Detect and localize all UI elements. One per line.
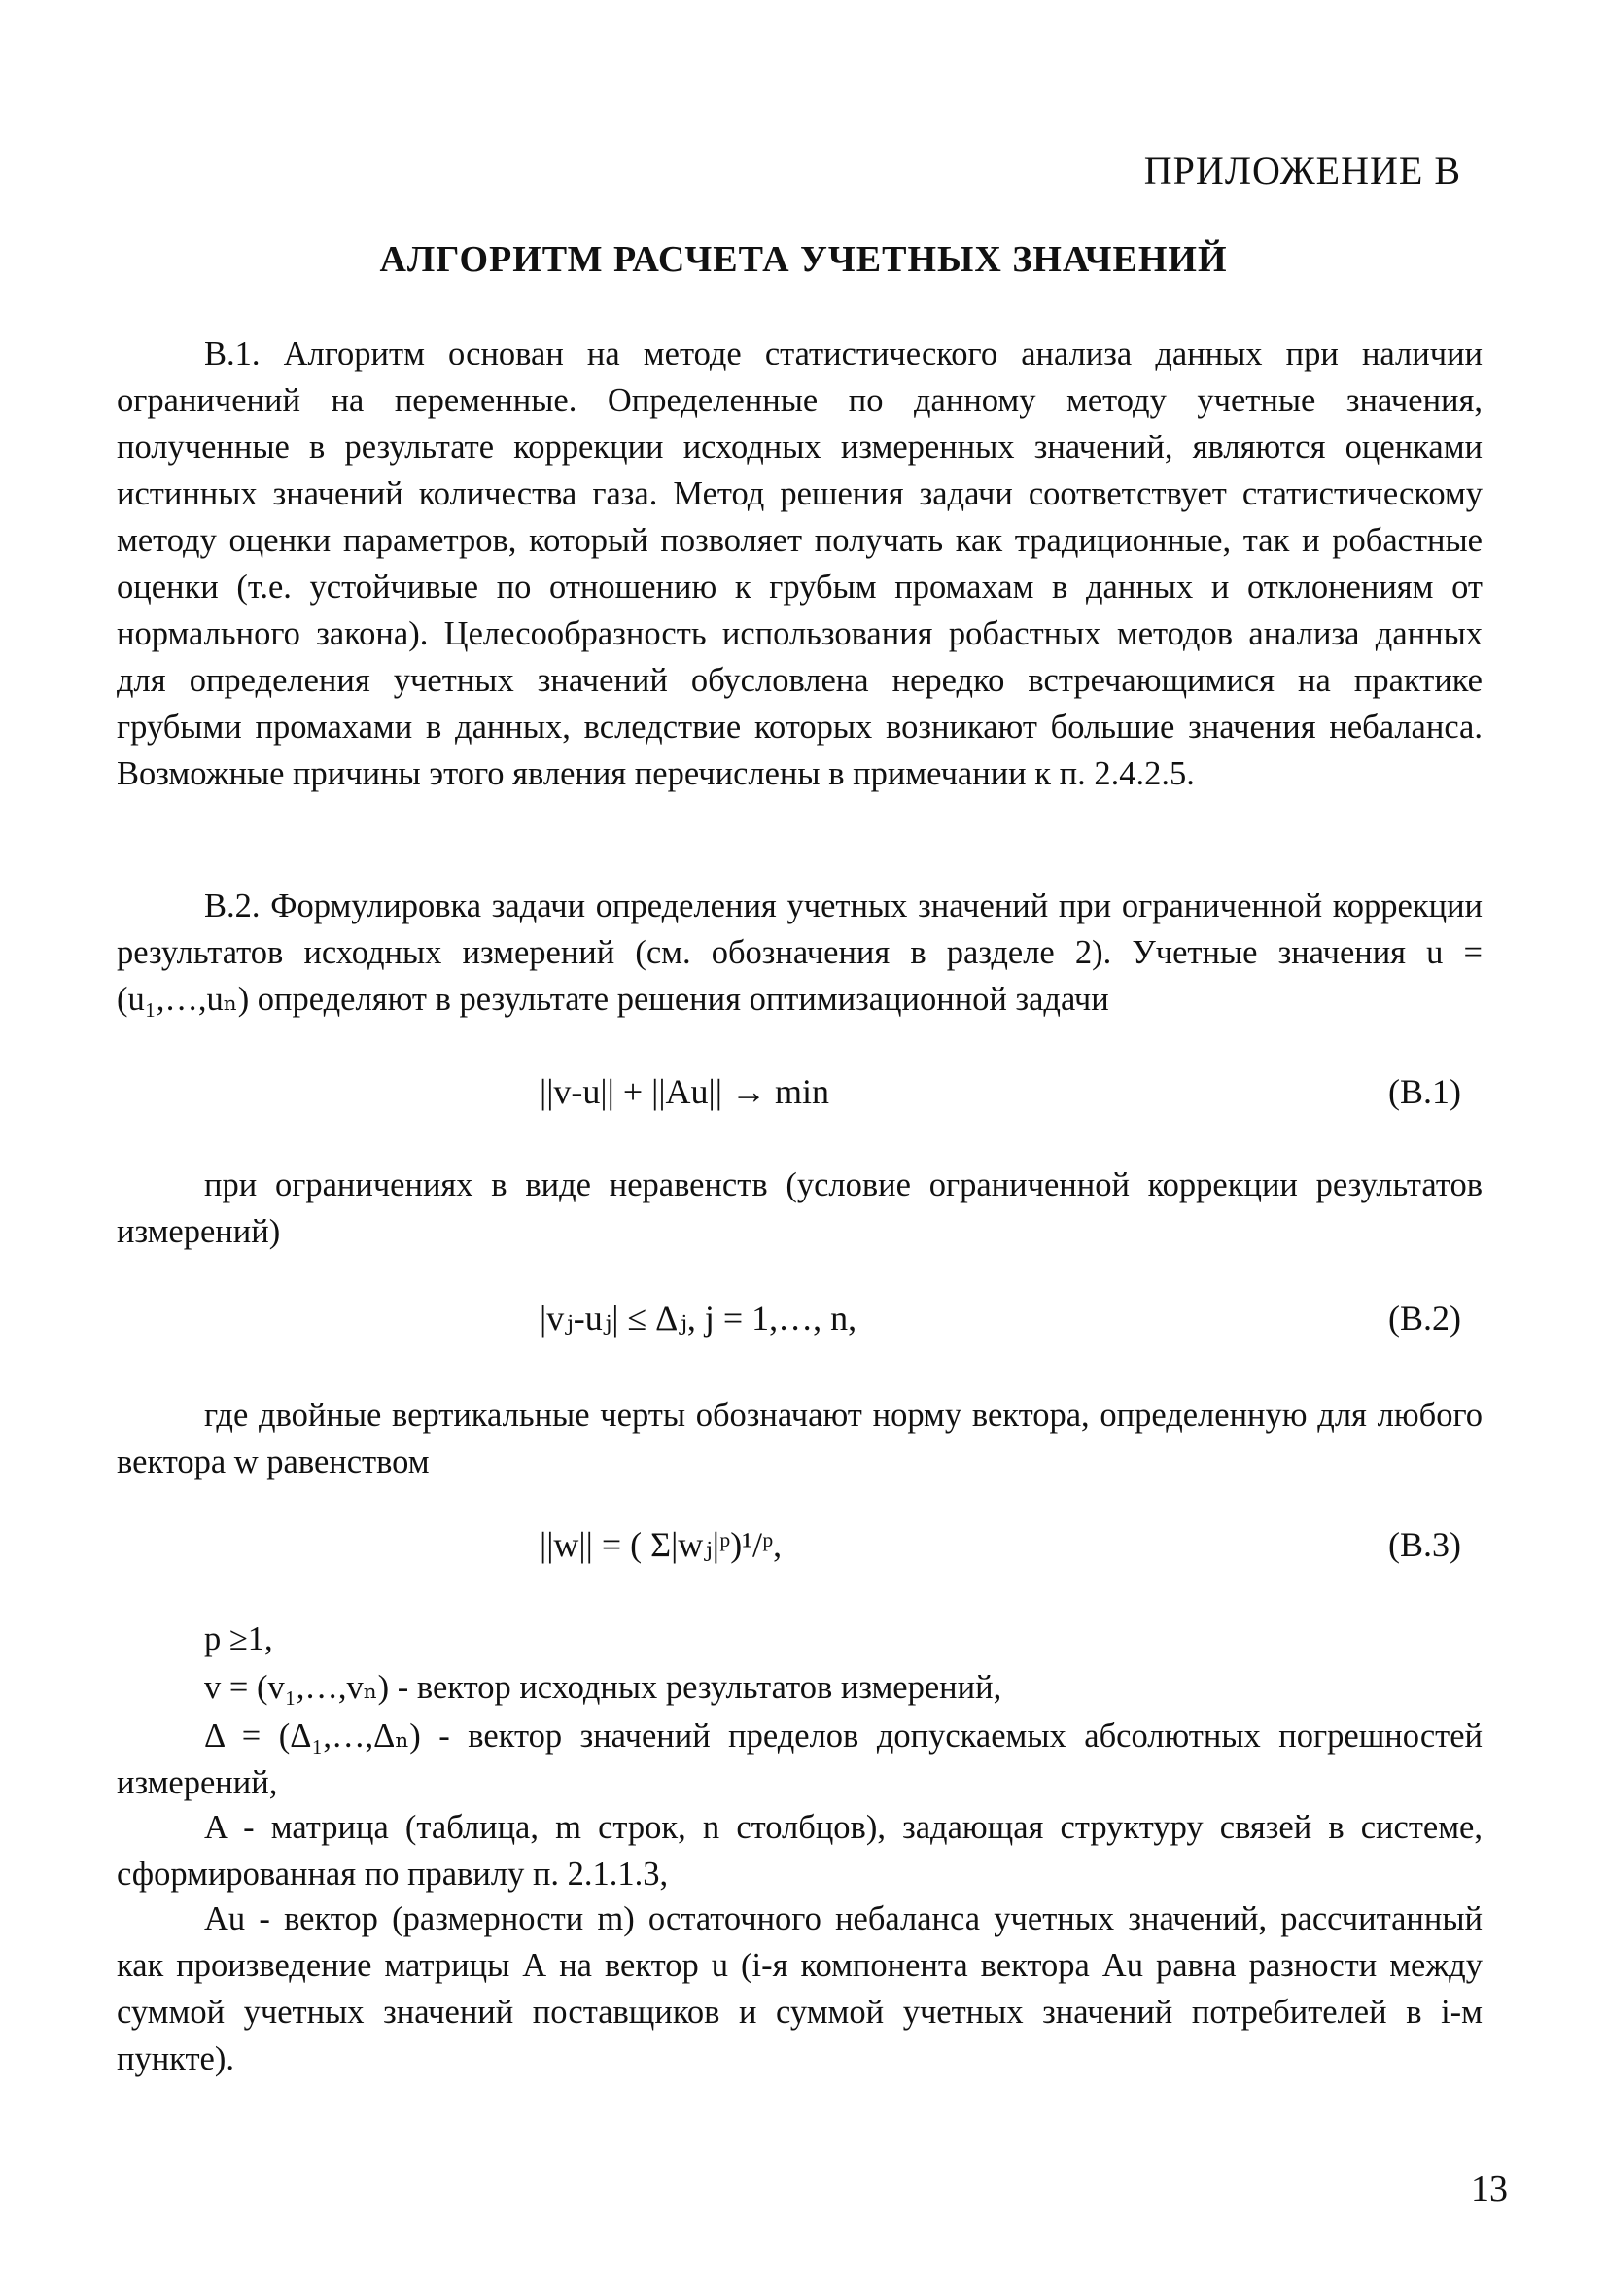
paragraph-b1-text: В.1. Алгоритм основан на методе статистического анализа данных при наличии ограничений на переменные. Определенные по данному методу учетные значения, полученные в результате коррекции исходных измеренных значений, являются оценками истинных значений количества газа. Метод решения задачи соответствует статистическому методу оценки параметров, который позволяет получать как традиционные, так и робастные оценки (т.е. устойчивые по отношению к грубым промахам в данных и отклонениям от нормального закона). Целесообразность использования робастных методов анализа данных для определения учетных значений обусловлена нередко встречающимися на практике грубыми промахами в данных, вследствие которых возникают большие значения небаланса. Возможные причины этого явления перечислены в примечании к п. 2.4.2.5. [117, 335, 1483, 792]
paragraph-norm-intro-text: где двойные вертикальные черты обозначают норму вектора, определенную для любого вектора w равенством [117, 1397, 1483, 1480]
paragraph-b2 [117, 883, 1483, 1023]
definition-p [117, 1616, 1483, 1662]
definition-a-text: A - матрица (таблица, m строк, n столбцов), задающая структуру связей в системе, сформированная по правилу п. 2.1.1.3, [117, 1809, 1483, 1893]
definition-delta [117, 1713, 1483, 1806]
paragraph-b2-text: В.2. Формулировка задачи определения учетных значений при ограниченной коррекции результатов исходных измерений (см. обозначения в разделе 2). Учетные значения u = (u₁,…,uₙ) определяют в результате решения оптимизационной задачи [117, 887, 1483, 1018]
formula-b3: ||w|| = ( Σ|wⱼ|ᵖ)¹/ᵖ, [540, 1525, 783, 1564]
definition-p-text: p ≥1, [204, 1620, 273, 1657]
definition-v-text: v = (v₁,…,vₙ) - вектор исходных результатов измерений, [204, 1669, 1002, 1706]
formula-b1-number: (В.1) [1388, 1072, 1461, 1111]
definition-a [117, 1804, 1483, 1897]
paragraph-b1 [117, 330, 1483, 797]
formula-b3-number: (В.3) [1388, 1525, 1461, 1564]
formula-b2-number: (В.2) [1388, 1299, 1461, 1338]
page-title: АЛГОРИТМ РАСЧЕТА УЧЕТНЫХ ЗНАЧЕНИЙ [379, 239, 1228, 280]
formula-b1: ||v-u|| + ||Au|| → min [540, 1072, 829, 1111]
paragraph-constraint-intro-text: при ограничениях в виде неравенств (условие ограниченной коррекции результатов измерений) [117, 1166, 1483, 1250]
definition-delta-text: Δ = (Δ₁,…,Δₙ) - вектор значений пределов допускаемых абсолютных погрешностей измерений, [117, 1718, 1483, 1801]
definition-v [117, 1664, 1483, 1711]
page-number: 13 [1471, 2169, 1508, 2209]
appendix-label: ПРИЛОЖЕНИЕ В [1143, 149, 1461, 192]
paragraph-constraint-intro [117, 1162, 1483, 1255]
definition-au-text: Au - вектор (размерности m) остаточного небаланса учетных значений, рассчитанный как произведение матрицы А на вектор u (i-я компонента вектора Au равна разности между суммой учетных значений поставщиков и суммой учетных значений потребителей в i-м пункте). [117, 1900, 1483, 2077]
formula-b2: |vⱼ-uⱼ| ≤ Δⱼ, j = 1,…, n, [540, 1299, 857, 1338]
definition-au [117, 1896, 1483, 2082]
paragraph-norm-intro [117, 1392, 1483, 1485]
